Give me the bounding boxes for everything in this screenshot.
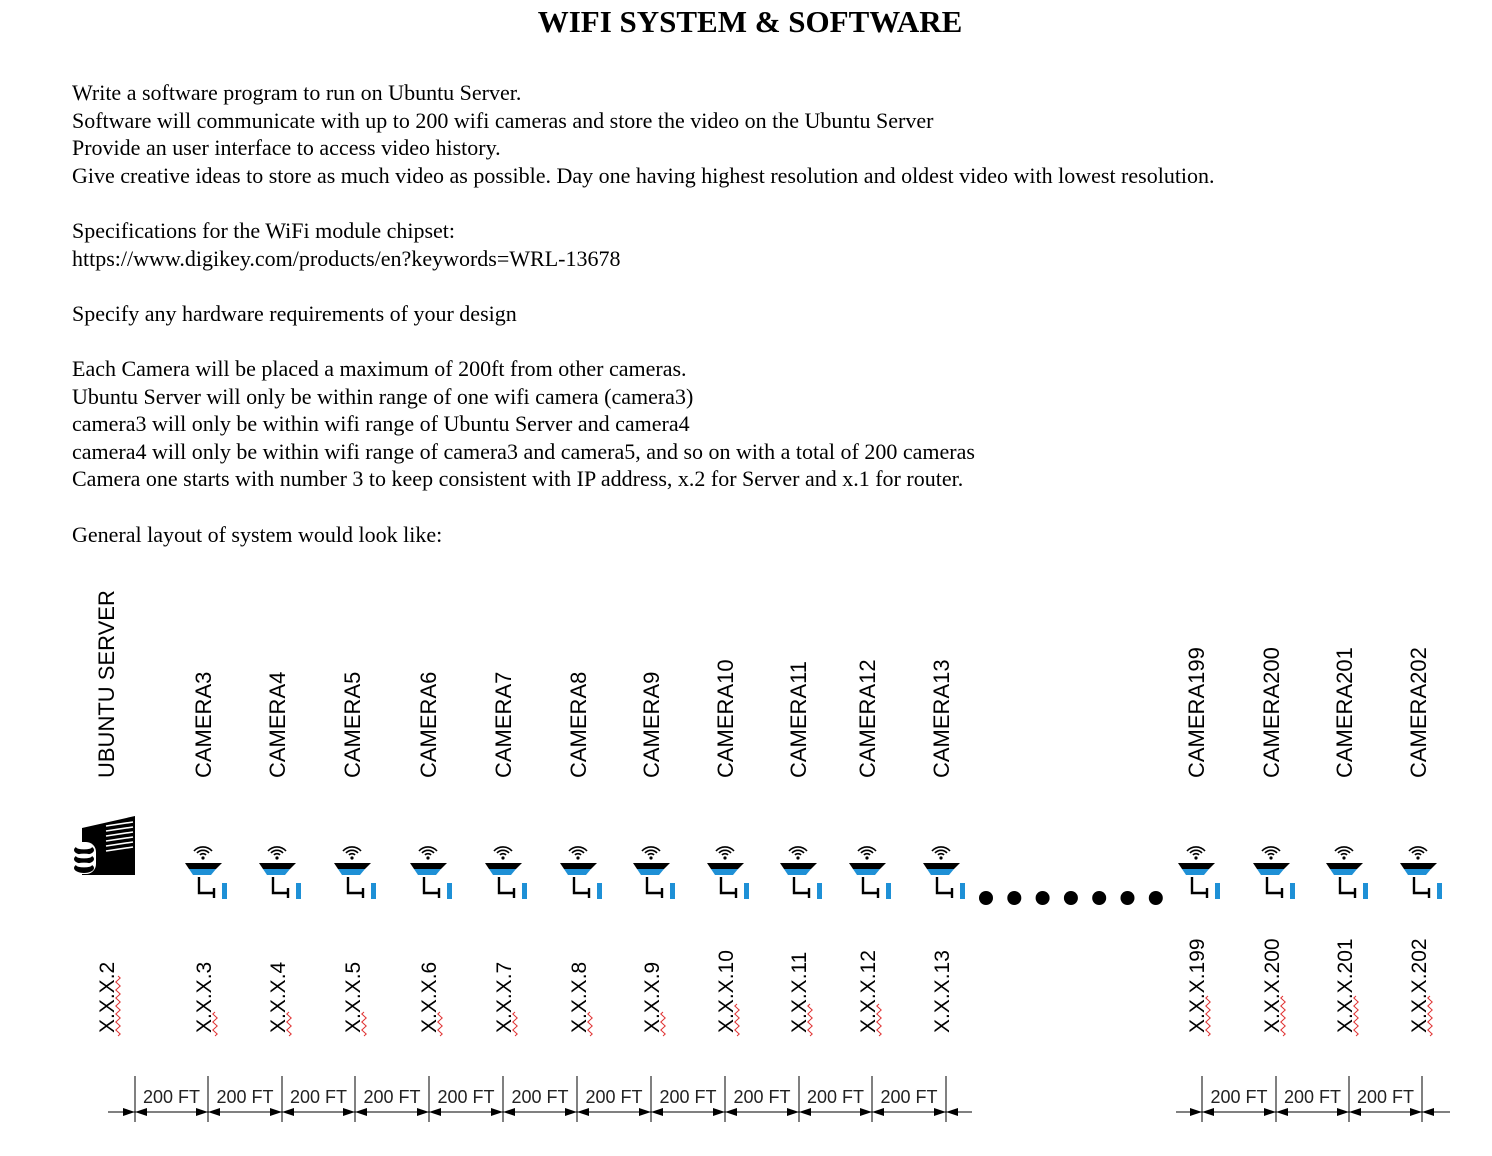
distance-label: 200 FT <box>216 1087 274 1107</box>
ellipsis-dots <box>979 891 1163 905</box>
wifi-security-camera-icon <box>633 847 675 899</box>
camera-label: CAMERA13 <box>929 659 954 778</box>
wifi-security-camera-icon <box>923 847 965 899</box>
text-line: Ubuntu Server will only be within range of one wifi camera (camera3) <box>72 383 694 409</box>
wifi-security-camera-icon <box>849 847 891 899</box>
distance-label: 200 FT <box>437 1087 495 1107</box>
wifi-security-camera-icon <box>560 847 602 899</box>
dimension-line-group <box>108 1076 972 1122</box>
camera-label: CAMERA8 <box>566 671 591 778</box>
camera-label: CAMERA11 <box>786 661 811 778</box>
text-line: Camera one starts with number 3 to keep consistent with IP address, x.2 for Server and x.1 for router. <box>72 466 964 492</box>
text-line: camera3 will only be within wifi range of Ubuntu Server and camera4 <box>72 411 690 437</box>
distance-label: 200 FT <box>363 1087 421 1107</box>
camera-ip-label: X.X.X.5 <box>342 961 365 1033</box>
wifi-security-camera-icon <box>334 847 376 899</box>
camera-ip-label: X.X.X.201 <box>1334 938 1357 1033</box>
wifi-security-camera-icon <box>780 847 822 899</box>
text-line: Provide an user interface to access video history. <box>72 135 501 161</box>
camera-ip-label: X.X.X.10 <box>715 950 738 1033</box>
camera-label: CAMERA3 <box>191 671 216 778</box>
wifi-security-camera-icon <box>410 847 452 899</box>
text-line: Give creative ideas to store as much video as possible. Day one having highest resolution and oldest video with lowest resolution. <box>72 162 1215 188</box>
camera-label: CAMERA6 <box>416 671 441 778</box>
page-title: WIFI SYSTEM & SOFTWARE <box>537 4 963 39</box>
wifi-security-camera-icon <box>485 847 527 899</box>
camera-label: CAMERA10 <box>713 659 738 778</box>
server-ip-label: X.X.X.2 <box>96 961 119 1033</box>
camera-label: CAMERA4 <box>265 671 290 778</box>
text-line: Specify any hardware requirements of your design <box>72 301 517 326</box>
wifi-security-camera-icon <box>1253 847 1295 899</box>
wifi-security-camera-icon <box>707 847 749 899</box>
camera-ip-label: X.X.X.9 <box>641 961 664 1033</box>
distance-label: 200 FT <box>880 1087 938 1107</box>
text-line: General layout of system would look like: <box>72 522 443 547</box>
wifi-security-camera-icon <box>1326 847 1368 899</box>
camera-label: CAMERA199 <box>1184 647 1209 778</box>
distance-label: 200 FT <box>806 1087 865 1107</box>
camera-ip-label: X.X.X.199 <box>1186 938 1209 1033</box>
wifi-security-camera-icon <box>1178 847 1220 899</box>
distance-label: 200 FT <box>1210 1087 1268 1107</box>
wifi-security-camera-icon <box>259 847 301 899</box>
camera-ip-label: X.X.X.13 <box>931 950 954 1033</box>
text-line: Write a software program to run on Ubuntu Server. <box>72 80 522 105</box>
dimension-line-group <box>1176 1076 1450 1122</box>
server-label: UBUNTU SERVER <box>94 590 119 778</box>
text-line: Specifications for the WiFi module chipset: <box>72 218 456 243</box>
distance-label: 200 FT <box>142 1087 201 1107</box>
camera-ip-label: X.X.X.11 <box>788 951 811 1033</box>
text-line: Each Camera will be placed a maximum of 200ft from other cameras. <box>72 356 687 381</box>
wifi-security-camera-icon <box>1400 847 1442 899</box>
distance-label: 200 FT <box>1356 1087 1415 1107</box>
camera-ip-label: X.X.X.7 <box>493 961 516 1033</box>
camera-ip-label: X.X.X.202 <box>1408 938 1431 1033</box>
wifi-security-camera-icon <box>185 847 227 899</box>
camera-label: CAMERA200 <box>1259 647 1284 778</box>
spec-url: https://www.digikey.com/products/en?keywords=WRL-13678 <box>72 245 621 271</box>
camera-ip-label: X.X.X.8 <box>568 961 591 1033</box>
distance-label: 200 FT <box>733 1087 791 1107</box>
distance-label: 200 FT <box>289 1087 348 1107</box>
server-database-icon <box>72 816 135 875</box>
camera-label: CAMERA202 <box>1406 647 1431 778</box>
camera-ip-label: X.X.X.200 <box>1261 938 1284 1033</box>
camera-label: CAMERA5 <box>340 671 365 778</box>
distance-label: 200 FT <box>585 1087 643 1107</box>
text-line: camera4 will only be within wifi range of camera3 and camera5, and so on with a total of 200 cameras <box>72 438 975 464</box>
camera-label: CAMERA7 <box>491 671 516 778</box>
text-line: Software will communicate with up to 200 wifi cameras and store the video on the Ubuntu Server <box>72 107 934 133</box>
camera-label: CAMERA201 <box>1332 647 1357 778</box>
camera-label: CAMERA12 <box>855 659 880 778</box>
distance-label: 200 FT <box>659 1087 717 1107</box>
camera-ip-label: X.X.X.4 <box>267 961 290 1033</box>
camera-label: CAMERA9 <box>639 671 664 778</box>
camera-ip-label: X.X.X.6 <box>418 961 441 1033</box>
camera-ip-label: X.X.X.12 <box>857 950 880 1033</box>
distance-label: 200 FT <box>1283 1087 1342 1107</box>
camera-ip-label: X.X.X.3 <box>193 961 216 1033</box>
distance-label: 200 FT <box>511 1087 569 1107</box>
